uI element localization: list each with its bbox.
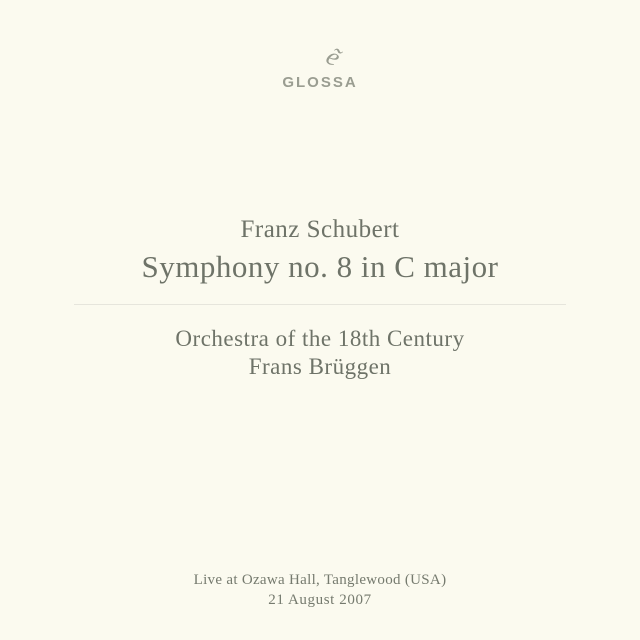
recording-date-text: 21 August 2007 [268, 592, 372, 608]
glossa-squiggle-icon: ẽ [321, 41, 346, 73]
title-divider [74, 304, 566, 305]
orchestra-name: Orchestra of the 18th Century [175, 326, 465, 351]
conductor-name: Frans Brüggen [248, 354, 392, 379]
record-label-logo [0, 41, 640, 91]
record-label-name: GLOSSA [282, 74, 358, 91]
composer-name: Franz Schubert [240, 216, 400, 243]
work-title: Symphony no. 8 in C major [141, 249, 499, 284]
venue-text: Live at Ozawa Hall, Tanglewood (USA) [193, 572, 447, 588]
